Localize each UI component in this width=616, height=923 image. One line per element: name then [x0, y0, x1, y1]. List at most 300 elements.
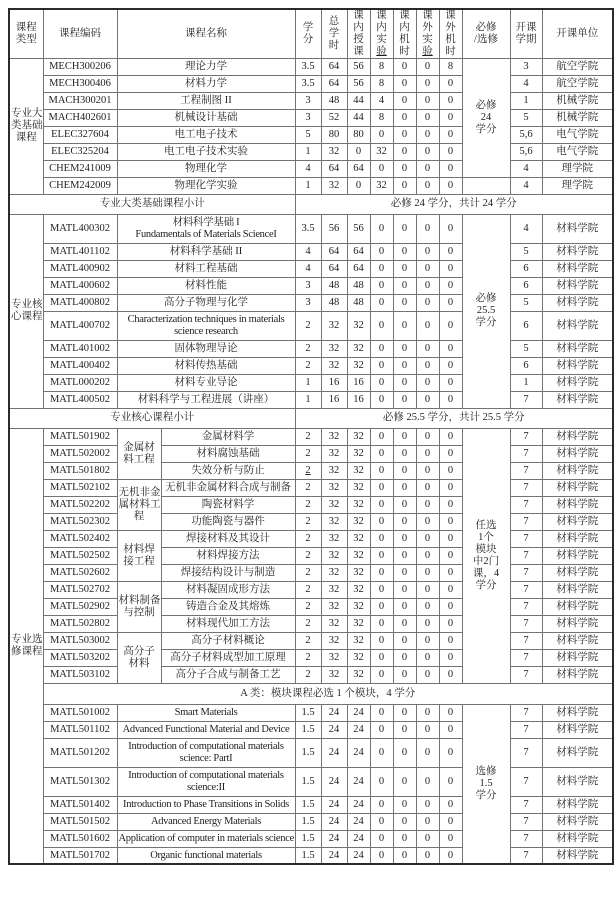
credits-cell: 1.5: [295, 813, 321, 830]
course-code-cell: CHEM242009: [43, 177, 117, 194]
semester-cell: 7: [510, 445, 542, 462]
lecture-hours-cell: 24: [347, 767, 370, 796]
semester-cell: 5,6: [510, 143, 542, 160]
credits-cell: 2: [295, 357, 321, 374]
lecture-hours-cell: 48: [347, 294, 370, 311]
inclass-computer-hours-cell: 0: [393, 796, 416, 813]
course-row: [9, 649, 613, 666]
module-cell: 工程制图 II: [117, 92, 295, 109]
offering-unit-cell: 材料学院: [542, 530, 613, 547]
extracurricular-experiment-hours-cell: 0: [416, 796, 439, 813]
lecture-hours-cell: 32: [347, 615, 370, 632]
offering-unit-cell: 材料学院: [542, 462, 613, 479]
extracurricular-experiment-hours-cell: 0: [416, 311, 439, 340]
inclass-computer-hours-cell: 0: [393, 547, 416, 564]
total-hours-cell: 16: [321, 374, 347, 391]
offering-unit-cell: 材料学院: [542, 632, 613, 649]
extracurricular-experiment-hours-cell: 0: [416, 357, 439, 374]
course-code-cell: MATL400802: [43, 294, 117, 311]
inclass-computer-hours-cell: 0: [393, 721, 416, 738]
course-code-cell: ELEC325204: [43, 143, 117, 160]
total-hours-cell: 32: [321, 615, 347, 632]
offering-unit-cell: 材料学院: [542, 445, 613, 462]
subtotal-row: [9, 194, 613, 214]
inclass-experiment-hours-cell: 0: [370, 496, 393, 513]
credits-cell: 5: [295, 126, 321, 143]
course-name-cell: 金属材料学: [161, 428, 295, 445]
total-hours-cell: 32: [321, 649, 347, 666]
lecture-hours-cell: 44: [347, 109, 370, 126]
lecture-hours-cell: 56: [347, 214, 370, 243]
module-cell: 材料科学基础 II: [117, 243, 295, 260]
course-code-cell: MACH402601: [43, 109, 117, 126]
total-hours-cell: 24: [321, 738, 347, 767]
extracurricular-experiment-hours-cell: 0: [416, 143, 439, 160]
inclass-computer-hours-cell: 0: [393, 391, 416, 408]
course-name-cell: 材料腐蚀基础: [161, 445, 295, 462]
extracurricular-experiment-hours-cell: 0: [416, 160, 439, 177]
inclass-experiment-hours-cell: 8: [370, 109, 393, 126]
extracurricular-experiment-hours-cell: 0: [416, 277, 439, 294]
inclass-experiment-hours-cell: 0: [370, 294, 393, 311]
course-row: [9, 58, 613, 75]
lecture-hours-header: 课 内 授 课: [347, 9, 370, 58]
extracurricular-computer-hours-cell: 0: [439, 649, 462, 666]
lecture-hours-cell: 32: [347, 581, 370, 598]
semester-cell: 7: [510, 615, 542, 632]
course-row: [9, 177, 613, 194]
lecture-hours-cell: 0: [347, 143, 370, 160]
semester-cell: 7: [510, 704, 542, 721]
extracurricular-experiment-hours-cell: 0: [416, 58, 439, 75]
offering-unit-cell: 材料学院: [542, 357, 613, 374]
total-hours-cell: 32: [321, 496, 347, 513]
semester-cell: 7: [510, 632, 542, 649]
total-hours-cell: 48: [321, 92, 347, 109]
subtotal-label: 专业核心课程小计: [9, 408, 295, 428]
inclass-experiment-hours-cell: 0: [370, 445, 393, 462]
course-code-cell: MATL502502: [43, 547, 117, 564]
offering-unit-cell: 材料学院: [542, 615, 613, 632]
course-row: [9, 813, 613, 830]
extracurricular-computer-hours-cell: 0: [439, 214, 462, 243]
semester-cell: 6: [510, 357, 542, 374]
credits-cell: 1: [295, 391, 321, 408]
course-code-cell: MATL501702: [43, 847, 117, 864]
extracurricular-computer-hours-cell: 0: [439, 530, 462, 547]
subtotal-label: 专业大类基础课程小计: [9, 194, 295, 214]
inclass-experiment-hours-cell: 0: [370, 311, 393, 340]
course-code-cell: MATL400502: [43, 391, 117, 408]
course-row: [9, 704, 613, 721]
extracurricular-computer-hours-cell: 0: [439, 160, 462, 177]
lecture-hours-cell: 44: [347, 92, 370, 109]
course-code-header: 课程编码: [43, 9, 117, 58]
inclass-experiment-hours-cell: 0: [370, 126, 393, 143]
lecture-hours-cell: 32: [347, 479, 370, 496]
total-hours-cell: 32: [321, 311, 347, 340]
semester-cell: 1: [510, 374, 542, 391]
course-code-cell: MATL503202: [43, 649, 117, 666]
extracurricular-experiment-hours-cell: 0: [416, 847, 439, 864]
requirement-cell: [462, 177, 510, 194]
extracurricular-experiment-hours-cell: 0: [416, 479, 439, 496]
extracurricular-experiment-hours-cell: 0: [416, 738, 439, 767]
inclass-experiment-hours-cell: 0: [370, 277, 393, 294]
course-row: [9, 374, 613, 391]
course-code-cell: MATL400702: [43, 311, 117, 340]
course-row: [9, 581, 613, 598]
inclass-computer-hours-cell: 0: [393, 277, 416, 294]
semester-header: 开课 学期: [510, 9, 542, 58]
lecture-hours-cell: 56: [347, 58, 370, 75]
inclass-experiment-hours-cell: 0: [370, 615, 393, 632]
offering-unit-cell: 材料学院: [542, 847, 613, 864]
credits-cell-underlined-text: 2: [305, 464, 311, 476]
credits-cell: 2: [295, 632, 321, 649]
inclass-computer-hours-cell: 0: [393, 666, 416, 683]
total-hours-cell: 64: [321, 58, 347, 75]
module-cell: 物理化学: [117, 160, 295, 177]
course-type-cell: 专业选 修课程: [9, 428, 43, 864]
inclass-experiment-hours-cell: 0: [370, 462, 393, 479]
inclass-experiment-hours-cell: 0: [370, 738, 393, 767]
credits-cell: 2: [295, 547, 321, 564]
course-name-cell: 焊接结构设计与制造: [161, 564, 295, 581]
module-cell: 材料传热基础: [117, 357, 295, 374]
credits-cell: 2: [295, 428, 321, 445]
extracurricular-computer-hours-cell: 0: [439, 513, 462, 530]
extracurricular-experiment-hours-cell: 0: [416, 496, 439, 513]
lecture-hours-cell: 64: [347, 243, 370, 260]
inclass-experiment-hours-cell: 0: [370, 767, 393, 796]
offering-unit-cell: 材料学院: [542, 767, 613, 796]
lecture-hours-cell: 24: [347, 830, 370, 847]
semester-cell: 4: [510, 214, 542, 243]
module-cell: Advanced Functional Material and Device: [117, 721, 295, 738]
inclass-computer-hours-cell: 0: [393, 847, 416, 864]
course-row: [9, 109, 613, 126]
inclass-experiment-hours-cell: 0: [370, 160, 393, 177]
course-code-cell: MATL501002: [43, 704, 117, 721]
offering-unit-cell: 航空学院: [542, 58, 613, 75]
lecture-hours-cell: 24: [347, 847, 370, 864]
extracurricular-experiment-hours-cell: 0: [416, 704, 439, 721]
extracurricular-computer-hours-cell: 0: [439, 177, 462, 194]
credits-cell: 1.5: [295, 796, 321, 813]
module-cell: Introduction to Phase Transitions in Solids: [117, 796, 295, 813]
offering-unit-cell: 理学院: [542, 160, 613, 177]
extracurricular-computer-hours-cell: 0: [439, 126, 462, 143]
inclass-experiment-hours-cell: 8: [370, 58, 393, 75]
semester-cell: 4: [510, 160, 542, 177]
total-hours-cell: 64: [321, 243, 347, 260]
inclass-computer-hours-cell: 0: [393, 813, 416, 830]
course-row: [9, 847, 613, 864]
module-cell: 机械设计基础: [117, 109, 295, 126]
divider-row: [9, 683, 613, 704]
requirement-header: 必修 /选修: [462, 9, 510, 58]
course-row: [9, 340, 613, 357]
module-header: 课程名称: [117, 9, 295, 58]
semester-cell: 6: [510, 260, 542, 277]
lecture-hours-cell: 32: [347, 513, 370, 530]
course-code-cell: MATL400602: [43, 277, 117, 294]
course-code-cell: MATL502002: [43, 445, 117, 462]
extracurricular-experiment-hours-cell: 0: [416, 513, 439, 530]
extracurricular-computer-hours-cell: 0: [439, 357, 462, 374]
inclass-computer-hours-cell: 0: [393, 126, 416, 143]
lecture-hours-cell: 32: [347, 496, 370, 513]
lecture-hours-cell: 32: [347, 428, 370, 445]
inclass-computer-hours-cell: 0: [393, 564, 416, 581]
course-row: [9, 311, 613, 340]
extracurricular-computer-hours-cell: 0: [439, 340, 462, 357]
credits-cell: 4: [295, 260, 321, 277]
course-name-cell: 陶瓷材料学: [161, 496, 295, 513]
credits-cell: 1: [295, 143, 321, 160]
lecture-hours-cell: 16: [347, 374, 370, 391]
credits-cell: 3: [295, 277, 321, 294]
credits-cell: 3: [295, 92, 321, 109]
course-code-cell: MECH300406: [43, 75, 117, 92]
offering-unit-cell: 材料学院: [542, 666, 613, 683]
offering-unit-cell: 材料学院: [542, 598, 613, 615]
module-cell: 材料力学: [117, 75, 295, 92]
inclass-experiment-hours-cell: 0: [370, 513, 393, 530]
inclass-computer-hours-cell: 0: [393, 530, 416, 547]
module-a-divider: A 类：模块课程必选 1 个模块，4 学分: [43, 683, 613, 704]
offering-unit-cell: 材料学院: [542, 704, 613, 721]
extracurricular-experiment-hours-cell: 0: [416, 564, 439, 581]
offering-unit-cell: 材料学院: [542, 721, 613, 738]
semester-cell: 3: [510, 58, 542, 75]
course-code-cell: MATL502202: [43, 496, 117, 513]
total-hours-cell: 24: [321, 767, 347, 796]
course-row: [9, 277, 613, 294]
module-cell: Advanced Energy Materials: [117, 813, 295, 830]
extracurricular-experiment-hours-cell: 0: [416, 632, 439, 649]
course-row: [9, 830, 613, 847]
extracurricular-experiment-hours-cell: 0: [416, 666, 439, 683]
extracurricular-computer-hours-cell: 0: [439, 243, 462, 260]
course-row: [9, 666, 613, 683]
inclass-computer-hours-cell: 0: [393, 649, 416, 666]
offering-unit-cell: 机械学院: [542, 92, 613, 109]
course-code-cell: MATL000202: [43, 374, 117, 391]
lecture-hours-cell: 32: [347, 340, 370, 357]
course-type-header: 课程 类型: [9, 9, 43, 58]
inclass-computer-hours-cell: 0: [393, 581, 416, 598]
inclass-computer-hours-header: 课 内 机 时: [393, 9, 416, 58]
course-code-cell: MACH300201: [43, 92, 117, 109]
subtotal-value: 必修 25.5 学分，共计 25.5 学分: [295, 408, 613, 428]
inclass-computer-hours-cell: 0: [393, 340, 416, 357]
semester-cell: 5: [510, 243, 542, 260]
inclass-experiment-hours-cell: 4: [370, 92, 393, 109]
extracurricular-computer-hours-cell: 0: [439, 311, 462, 340]
module-cell: 高分子物理与化学: [117, 294, 295, 311]
inclass-experiment-hours-cell: 32: [370, 143, 393, 160]
offering-unit-cell: 材料学院: [542, 428, 613, 445]
module-cell: 电工电子技术实验: [117, 143, 295, 160]
lecture-hours-cell: 0: [347, 177, 370, 194]
credits-cell: 3: [295, 109, 321, 126]
total-hours-cell: 64: [321, 260, 347, 277]
inclass-experiment-hours-cell: 0: [370, 547, 393, 564]
inclass-experiment-hours-cell: 0: [370, 564, 393, 581]
total-hours-cell: 24: [321, 796, 347, 813]
inclass-computer-hours-cell: 0: [393, 109, 416, 126]
extracurricular-experiment-hours-header-underlined-text: 验: [422, 45, 433, 57]
credits-cell: 1.5: [295, 738, 321, 767]
extracurricular-computer-hours-cell: 0: [439, 428, 462, 445]
inclass-computer-hours-cell: 0: [393, 260, 416, 277]
course-code-cell: MATL501802: [43, 462, 117, 479]
extracurricular-experiment-hours-cell: 0: [416, 126, 439, 143]
course-name-cell: 失效分析与防止: [161, 462, 295, 479]
course-row: [9, 547, 613, 564]
inclass-computer-hours-cell: 0: [393, 243, 416, 260]
inclass-experiment-hours-cell: 0: [370, 243, 393, 260]
inclass-experiment-hours-cell: 0: [370, 391, 393, 408]
lecture-hours-cell: 32: [347, 311, 370, 340]
course-row: [9, 160, 613, 177]
semester-cell: 4: [510, 177, 542, 194]
course-code-cell: MATL502602: [43, 564, 117, 581]
offering-unit-cell: 材料学院: [542, 547, 613, 564]
total-hours-cell: 32: [321, 530, 347, 547]
course-code-cell: MATL501502: [43, 813, 117, 830]
inclass-computer-hours-cell: 0: [393, 479, 416, 496]
semester-cell: 1: [510, 92, 542, 109]
extracurricular-experiment-hours-cell: 0: [416, 530, 439, 547]
inclass-experiment-hours-cell: 0: [370, 581, 393, 598]
credits-cell: 2: [295, 513, 321, 530]
extracurricular-computer-hours-cell: 0: [439, 666, 462, 683]
requirement-cell: 任选 1个 模块 中2门 课，4 学分: [462, 428, 510, 683]
credits-cell: 1: [295, 374, 321, 391]
extracurricular-experiment-hours-cell: 0: [416, 445, 439, 462]
total-hours-cell: 64: [321, 75, 347, 92]
offering-unit-cell: 材料学院: [542, 738, 613, 767]
total-hours-cell: 32: [321, 357, 347, 374]
semester-cell: 7: [510, 547, 542, 564]
offering-unit-cell: 材料学院: [542, 260, 613, 277]
course-code-cell: MATL501202: [43, 738, 117, 767]
extracurricular-experiment-hours-cell: 0: [416, 767, 439, 796]
inclass-computer-hours-cell: 0: [393, 513, 416, 530]
total-hours-cell: 24: [321, 704, 347, 721]
extracurricular-experiment-hours-cell: 0: [416, 214, 439, 243]
offering-unit-cell: 材料学院: [542, 214, 613, 243]
lecture-hours-cell: 32: [347, 547, 370, 564]
total-hours-cell: 32: [321, 632, 347, 649]
inclass-computer-hours-cell: 0: [393, 615, 416, 632]
extracurricular-computer-hours-cell: 0: [439, 767, 462, 796]
semester-cell: 5: [510, 294, 542, 311]
extracurricular-experiment-hours-cell: 0: [416, 374, 439, 391]
extracurricular-experiment-hours-cell: 0: [416, 340, 439, 357]
lecture-hours-cell: 64: [347, 160, 370, 177]
course-row: [9, 214, 613, 243]
offering-unit-cell: 电气学院: [542, 143, 613, 160]
lecture-hours-cell: 48: [347, 277, 370, 294]
course-code-cell: MATL502402: [43, 530, 117, 547]
course-name-cell: 高分子材料概论: [161, 632, 295, 649]
module-cell: Characterization techniques in materials science research: [117, 311, 295, 340]
semester-cell: 6: [510, 277, 542, 294]
module-cell: 材料性能: [117, 277, 295, 294]
inclass-experiment-hours-cell: 0: [370, 374, 393, 391]
inclass-experiment-hours-cell: 8: [370, 75, 393, 92]
extracurricular-computer-hours-cell: 0: [439, 496, 462, 513]
lecture-hours-cell: 24: [347, 813, 370, 830]
course-row: [9, 92, 613, 109]
course-row: [9, 738, 613, 767]
inclass-experiment-hours-header: 课 内 实 验: [370, 9, 393, 58]
subtotal-value: 必修 24 学分，共计 24 学分: [295, 194, 613, 214]
requirement-cell: 必修 24 学分: [462, 58, 510, 177]
inclass-computer-hours-cell: 0: [393, 374, 416, 391]
total-hours-cell: 32: [321, 581, 347, 598]
module-cell: 材料工程基础: [117, 260, 295, 277]
offering-unit-cell: 航空学院: [542, 75, 613, 92]
offering-unit-cell: 材料学院: [542, 311, 613, 340]
credits-cell: 2: [295, 581, 321, 598]
inclass-experiment-hours-cell: 0: [370, 847, 393, 864]
offering-unit-cell: 理学院: [542, 177, 613, 194]
total-hours-cell: 80: [321, 126, 347, 143]
credits-cell: 2: [295, 445, 321, 462]
offering-unit-cell: 材料学院: [542, 813, 613, 830]
credits-cell: 4: [295, 160, 321, 177]
credits-cell: 2: [295, 649, 321, 666]
extracurricular-experiment-hours-cell: 0: [416, 109, 439, 126]
extracurricular-experiment-hours-cell: 0: [416, 75, 439, 92]
course-name-cell: 材料焊接方法: [161, 547, 295, 564]
course-row: [9, 615, 613, 632]
course-code-cell: MATL501302: [43, 767, 117, 796]
course-row: [9, 75, 613, 92]
course-row: [9, 357, 613, 374]
module-cell: Introduction of computational materials science: PartI: [117, 738, 295, 767]
credits-cell: 2: [295, 496, 321, 513]
inclass-experiment-hours-cell: 0: [370, 340, 393, 357]
course-row: [9, 796, 613, 813]
inclass-computer-hours-cell: 0: [393, 462, 416, 479]
lecture-hours-cell: 32: [347, 598, 370, 615]
subtotal-row: [9, 408, 613, 428]
extracurricular-computer-hours-cell: 0: [439, 374, 462, 391]
semester-cell: 7: [510, 830, 542, 847]
course-table-body: [9, 9, 613, 864]
inclass-computer-hours-cell: 0: [393, 160, 416, 177]
extracurricular-experiment-hours-cell: 0: [416, 813, 439, 830]
extracurricular-computer-hours-cell: 0: [439, 260, 462, 277]
module-cell: 材料焊 接工程: [117, 530, 161, 581]
inclass-experiment-hours-cell: 0: [370, 357, 393, 374]
inclass-experiment-hours-header-underlined-text: 验: [376, 45, 387, 57]
course-code-cell: MATL502902: [43, 598, 117, 615]
total-hours-cell: 48: [321, 277, 347, 294]
semester-cell: 7: [510, 721, 542, 738]
lecture-hours-cell: 32: [347, 564, 370, 581]
offering-unit-cell: 材料学院: [542, 391, 613, 408]
semester-cell: 7: [510, 462, 542, 479]
offering-unit-cell: 材料学院: [542, 796, 613, 813]
module-cell: Smart Materials: [117, 704, 295, 721]
